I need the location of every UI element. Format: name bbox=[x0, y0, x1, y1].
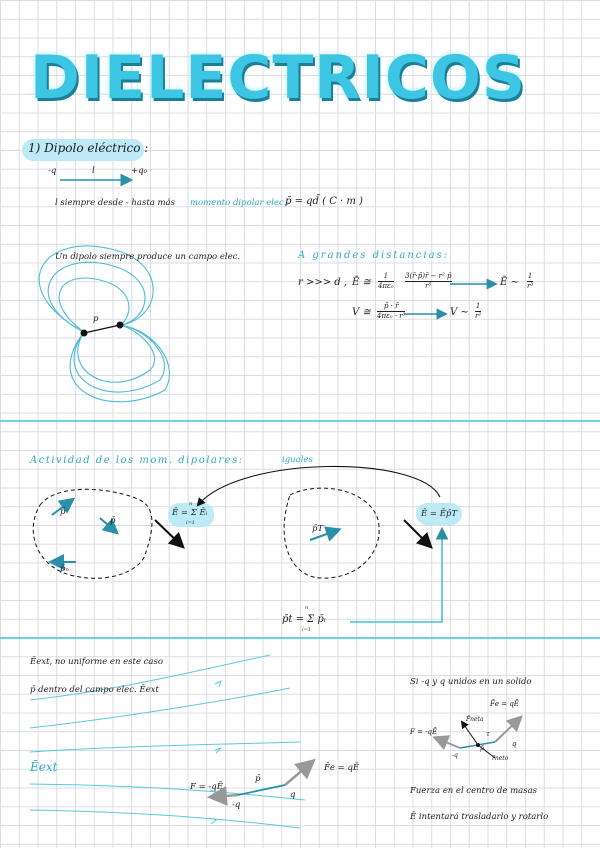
dipole-n-label: p̄ₙ bbox=[60, 564, 69, 574]
section1-heading: 1) Dipolo eléctrico : bbox=[28, 141, 149, 155]
rigid-positive-force: F̄e = qĒ bbox=[490, 700, 519, 708]
potential-approx-frac: 1 r² bbox=[475, 302, 482, 320]
far-condition: r >>> d , bbox=[298, 277, 348, 288]
neg-charge-dot bbox=[81, 330, 88, 337]
rigid-neg-charge: -q bbox=[452, 752, 458, 759]
field-sum-top: n bbox=[189, 501, 193, 507]
rigid-dipole-label: p̄ bbox=[480, 745, 484, 752]
rigid-negative-force: F = -qĒ bbox=[410, 728, 438, 736]
field-lhs: Ē ≅ bbox=[352, 277, 371, 288]
page-title: DIELECTRICOS bbox=[30, 43, 527, 113]
dipole-produces-field-text: Un dipolo siempre produce un campo elec. bbox=[55, 252, 241, 262]
dipole-1-label: p̄ bbox=[60, 507, 66, 517]
total-dipole-sum-bottom: i=1 bbox=[302, 627, 311, 633]
net-force-label: F̄neta bbox=[466, 716, 484, 723]
field-sum-formula: Ē = Σ Ēᵢ bbox=[172, 508, 208, 518]
negative-force-label: F = -qĒ bbox=[190, 782, 223, 792]
torque-label: τ bbox=[486, 730, 490, 738]
field-total-formula: Ē = Ēp̄T bbox=[421, 509, 458, 519]
material-blob-1 bbox=[33, 489, 152, 578]
dipole-axis bbox=[84, 325, 120, 333]
pos-charge-in-field: q bbox=[290, 790, 296, 800]
potential-lhs: V ≅ bbox=[352, 307, 371, 318]
total-dipole-sum: p̄t = Σ p̄ᵢ bbox=[282, 614, 326, 625]
conclusion-line-2: Ē intentará trasladarlo y rotarlo bbox=[410, 812, 549, 822]
dipole-moment-label: momento dipolar elec.: bbox=[190, 198, 290, 208]
dipole-in-field-label: p̄ bbox=[255, 774, 261, 784]
pos-charge-dot bbox=[117, 322, 124, 329]
total-dipole-label: p̄T bbox=[312, 524, 324, 534]
potential-expression: p̄ · r̄ 4πε₀ · r³ bbox=[377, 302, 406, 320]
external-field-label: Ēext bbox=[30, 760, 58, 774]
field-sum-bottom: i=1 bbox=[186, 520, 195, 526]
field-approx: Ē ∼ bbox=[500, 277, 519, 288]
positive-force-label: F̄e = qĒ bbox=[324, 763, 360, 773]
equal-label: iguales bbox=[282, 455, 313, 465]
external-field-statement: Ēext, no uniforme en este caso bbox=[30, 657, 163, 667]
equal-arc bbox=[198, 466, 440, 505]
field-approx-frac: 1 r³ bbox=[527, 272, 534, 290]
potential-approx: V ∼ bbox=[450, 307, 469, 318]
rigid-body-statement: Si -q y q unidos en un solido bbox=[410, 677, 532, 687]
net-r-label: r̄neto bbox=[492, 755, 509, 762]
dipole-direction-text: l siempre desde - hasta más bbox=[55, 198, 175, 208]
external-field-lines bbox=[30, 655, 305, 828]
conclusion-line-1: Fuerza en el centro de masas bbox=[410, 786, 538, 796]
dipole-2-label: p̄ bbox=[110, 516, 116, 526]
dipole-moment-formula: p̄ = qd̄ ( C · m ) bbox=[285, 196, 363, 207]
total-dipole-sum-top: n bbox=[305, 605, 309, 611]
length-label: l bbox=[92, 166, 95, 176]
field-expression: 3(r̄·p̄)r̄ − r² p̄ r⁵ bbox=[405, 272, 452, 290]
pos-charge-label: +q₀ bbox=[131, 166, 147, 176]
field-constant: 1 4πε₀ bbox=[378, 272, 394, 290]
rigid-pos-charge: q bbox=[512, 740, 517, 748]
neg-charge-in-field: -q bbox=[232, 800, 241, 810]
far-distance-heading: A grandes distancias: bbox=[298, 250, 450, 261]
dipole-in-field-statement: p̄ dentro del campo elec. Ēext bbox=[30, 685, 159, 695]
field-lines bbox=[39, 246, 169, 402]
dipole-moment-vector-label: p bbox=[93, 314, 99, 324]
neg-charge-label: -q bbox=[48, 166, 57, 176]
section2-heading: Actividad de los mom. dipolares: bbox=[30, 455, 244, 466]
